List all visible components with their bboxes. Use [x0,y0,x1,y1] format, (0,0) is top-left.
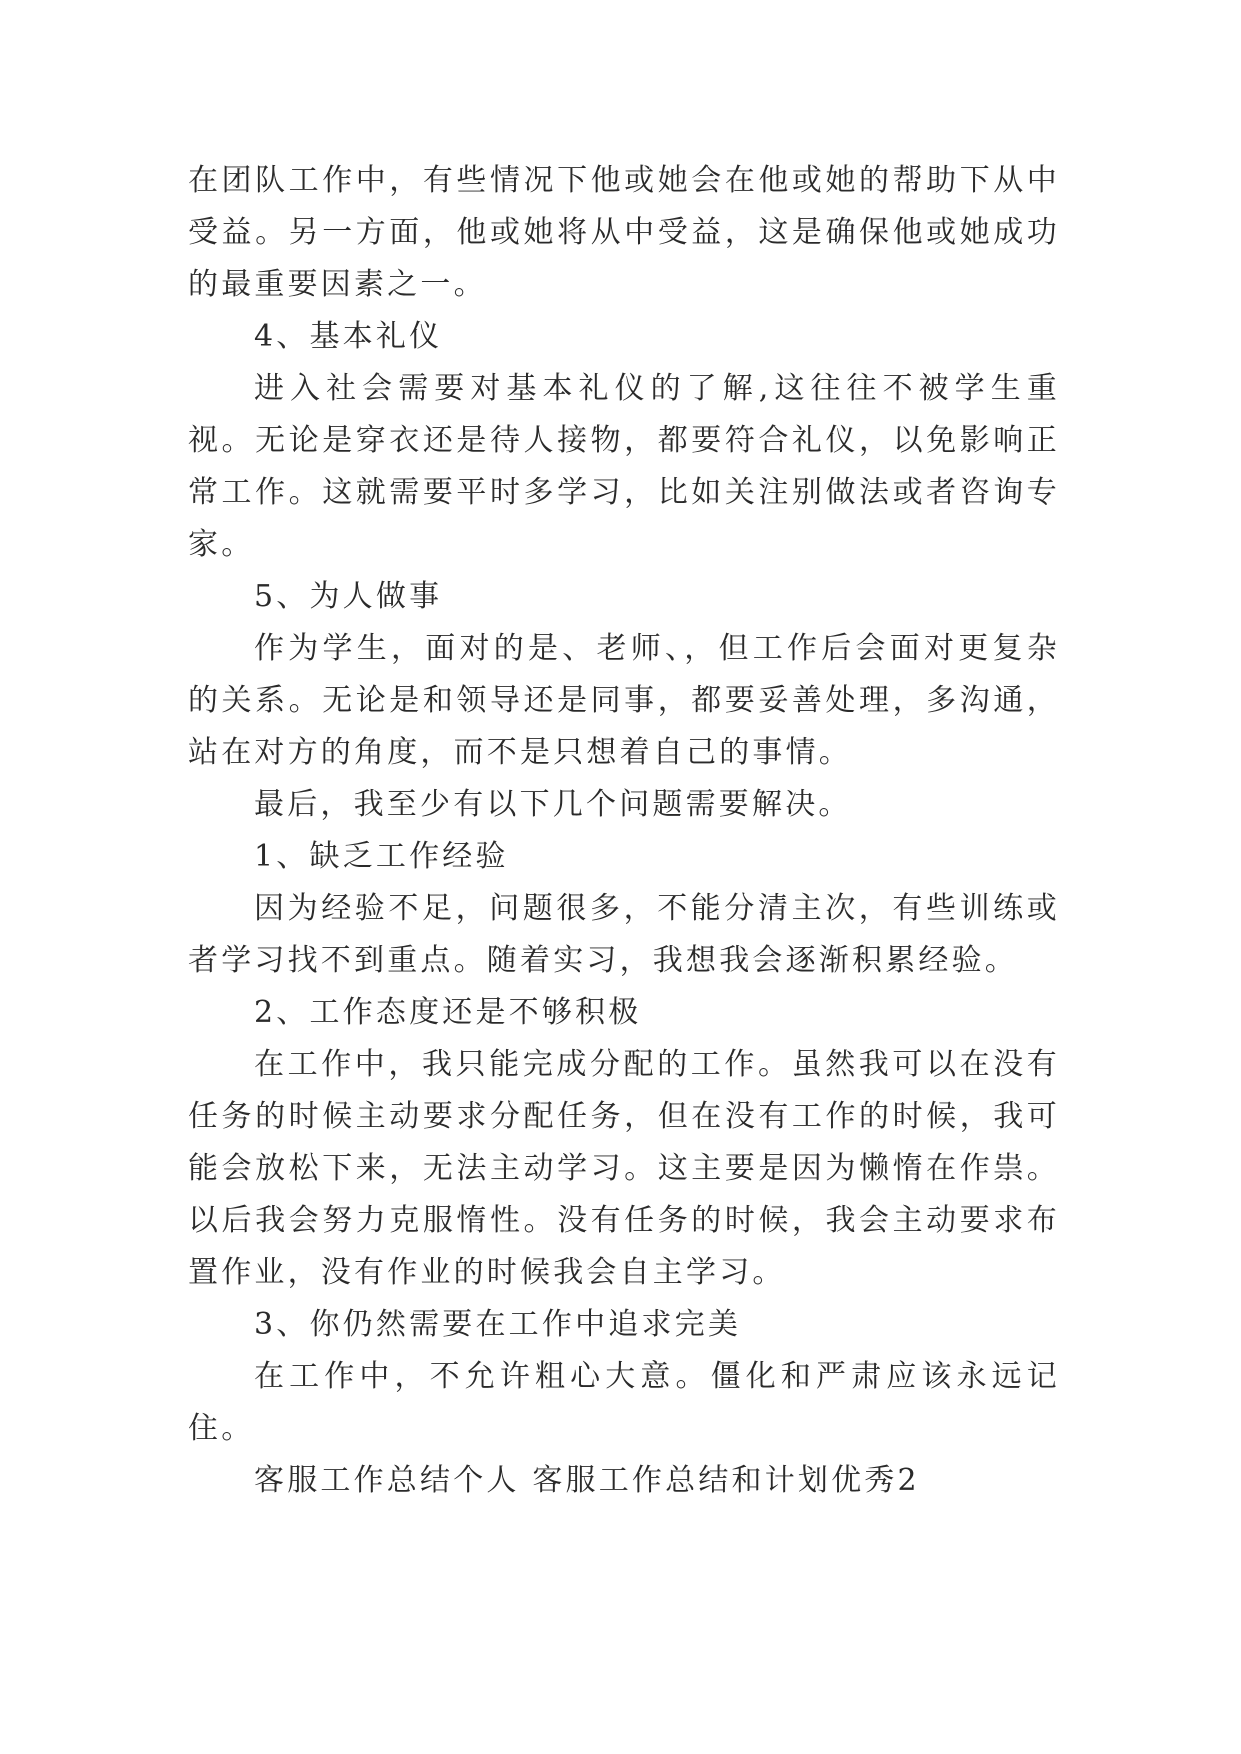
heading-lack-experience: 1、缺乏工作经验 [254,839,509,874]
section-title-summary-2: 客服工作总结个人 客服工作总结和计划优秀2 [254,1463,920,1498]
heading-basic-etiquette: 4、基本礼仪 [254,319,443,354]
heading-pursue-perfection: 3、你仍然需要在工作中追求完美 [254,1307,742,1342]
paragraph-basic-etiquette: 进入社会需要对基本礼仪的了解,这往往不被学生重视。无论是穿衣还是待人接物，都要符合礼仪，以免影响正常工作。这就需要平时多学习，比如关注别做法或者咨询专家。 [188,371,1060,562]
paragraph-team-benefit: 在团队工作中，有些情况下他或她会在他或她的帮助下从中受益。另一方面，他或她将从中受益，这是确保他或她成功的最重要因素之一。 [188,163,1060,302]
paragraph-lack-experience: 因为经验不足，问题很多，不能分清主次，有些训练或者学习找不到重点。随着实习，我想我会逐渐积累经验。 [188,891,1060,978]
paragraph-conduct: 作为学生，面对的是、老师、，但工作后会面对更复杂的关系。无论是和领导还是同事，都要妥善处理，多沟通，站在对方的角度，而不是只想着自己的事情。 [188,631,1060,770]
paragraph-problems-intro: 最后，我至少有以下几个问题需要解决。 [254,787,852,822]
paragraph-pursue-perfection: 在工作中，不允许粗心大意。僵化和严肃应该永远记住。 [188,1359,1060,1446]
heading-work-attitude: 2、工作态度还是不够积极 [254,995,642,1030]
document-page [188,155,1060,1507]
heading-conduct: 5、为人做事 [254,579,443,614]
paragraph-work-attitude: 在工作中，我只能完成分配的工作。虽然我可以在没有任务的时候主动要求分配任务，但在没有工作的时候，我可能会放松下来，无法主动学习。这主要是因为懒惰在作祟。以后我会努力克服惰性。没有任务的时候，我会主动要求布置作业，没有作业的时候我会自主学习。 [188,1047,1060,1290]
